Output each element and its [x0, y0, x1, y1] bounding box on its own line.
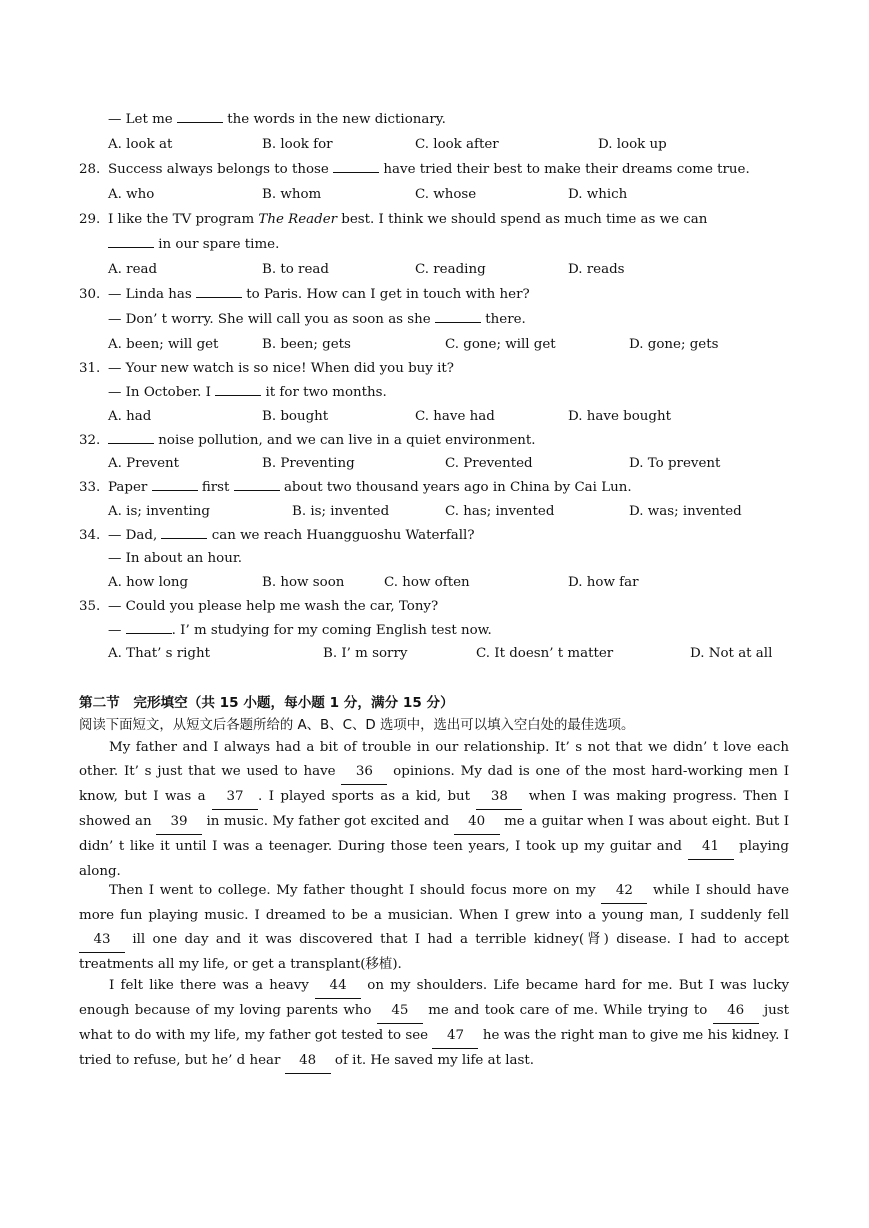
q29-line1 — [108, 210, 707, 230]
q34-blank — [161, 526, 207, 539]
q29-text-b: best. I think we should spend as much time as we can — [341, 212, 708, 227]
q32-line — [108, 431, 536, 451]
q30-text-c: — Don’ t worry. She will call you as soon as she — [108, 312, 431, 327]
q32-blank — [108, 431, 154, 444]
passage-paragraph-3 — [79, 974, 789, 1074]
passage-paragraph-2 — [79, 879, 789, 977]
q35-option-a: A. That’ s right — [108, 646, 211, 661]
q31-blank — [215, 383, 261, 396]
q31-text-b: it for two months. — [265, 385, 387, 400]
q28-text-b: have tried their best to make their dreams come true. — [383, 162, 750, 177]
p3-seg-8: he was the right man to give me his kidney. I tried to refuse, but he’ d hear — [79, 1027, 789, 1068]
p2-seg-0: Then I went to college. My father thought I should focus more on my — [109, 883, 602, 898]
blank-42: 42 — [601, 879, 647, 904]
p3-seg-4: me and took care of me. While trying to — [422, 1002, 713, 1018]
q27-option-b: B. look for — [262, 137, 333, 152]
q32-option-c: C. Prevented — [445, 456, 533, 471]
section-heading: 第二节 完形填空（共 15 小题，每小题 1 分，满分 15 分） — [79, 695, 454, 711]
q29-option-b: B. to read — [262, 262, 329, 277]
q29-number: 29. — [79, 212, 101, 227]
q31-option-b: B. bought — [262, 409, 329, 424]
q30-option-a: A. been; will get — [108, 337, 219, 352]
q33-option-a: A. is; inventing — [108, 504, 210, 519]
q34-option-c: C. how often — [384, 575, 470, 590]
section-instruction: 阅读下面短文，从短文后各题所给的 A、B、C、D 选项中，选出可以填入空白处的最佳选项。 — [79, 718, 635, 733]
p3-seg-6: just what to do with my life, my father got tested to see — [79, 1002, 790, 1043]
p1-seg-12: playing along. — [79, 838, 790, 879]
q33-line — [108, 478, 632, 498]
q29-program-title: The Reader — [258, 212, 338, 227]
q30-line1 — [108, 285, 530, 305]
p1-seg-8: in music. My father got excited and — [202, 813, 454, 829]
p3-seg-0: I felt like there was a heavy — [109, 978, 316, 993]
q32-number: 32. — [79, 433, 101, 448]
blank-40: 40 — [454, 810, 500, 835]
blank-48: 48 — [285, 1049, 331, 1074]
q27-option-a: A. look at — [108, 137, 173, 152]
q27-line — [108, 110, 446, 130]
p2-seg-4: ill one day and it was discovered that I had a terrible kidney(肾) disease. I had to accept treatments all my life, or get a transplant(移植). — [79, 931, 789, 972]
blank-38: 38 — [476, 785, 522, 810]
q30-blank-2 — [435, 310, 481, 323]
q33-text-b: first — [201, 480, 230, 495]
q27-text-b: the words in the new dictionary. — [227, 112, 446, 127]
q31-line1: — Your new watch is so nice! When did you buy it? — [108, 361, 454, 376]
q35-option-d: D. Not at all — [690, 646, 773, 661]
q34-number: 34. — [79, 528, 101, 543]
q34-option-b: B. how soon — [262, 575, 345, 590]
q35-text-a: — — [108, 623, 122, 638]
q34-line2: — In about an hour. — [108, 551, 243, 566]
q32-option-a: A. Prevent — [108, 456, 180, 471]
q31-option-d: D. have bought — [568, 409, 671, 424]
passage-paragraph-1 — [79, 736, 789, 883]
q31-line2 — [108, 383, 387, 403]
q27-option-c: C. look after — [415, 137, 499, 152]
q28-option-a: A. who — [108, 187, 155, 202]
q33-blank-1 — [152, 478, 198, 491]
blank-45: 45 — [377, 999, 423, 1024]
q33-option-d: D. was; invented — [629, 504, 742, 519]
blank-47: 47 — [432, 1024, 478, 1049]
q35-number: 35. — [79, 599, 101, 614]
p1-seg-2: opinions. My dad is one of the most hard-working men I know, but I was a — [79, 763, 789, 804]
q34-text-b: can we reach Huangguoshu Waterfall? — [211, 528, 475, 543]
q30-option-d: D. gone; gets — [629, 337, 719, 352]
q35-option-c: C. It doesn’ t matter — [476, 646, 614, 661]
q28-option-b: B. whom — [262, 187, 322, 202]
q30-blank-1 — [196, 285, 242, 298]
q35-option-b: B. I’ m sorry — [323, 646, 408, 661]
p1-seg-6: when I was making progress. Then I showed an — [79, 788, 789, 829]
q30-option-b: B. been; gets — [262, 337, 351, 352]
blank-36: 36 — [341, 760, 387, 785]
blank-37: 37 — [212, 785, 258, 810]
q28-blank — [333, 160, 379, 173]
q33-option-b: B. is; invented — [292, 504, 390, 519]
q33-option-c: C. has; invented — [445, 504, 555, 519]
q34-text-a: — Dad, — [108, 528, 158, 543]
q31-text-a: — In October. I — [108, 385, 211, 400]
q35-line2 — [108, 621, 492, 641]
blank-39: 39 — [156, 810, 202, 835]
q29-line2 — [108, 235, 279, 255]
q35-text-b: . I’ m studying for my coming English test now. — [171, 623, 492, 638]
q33-text-a: Paper — [108, 480, 148, 495]
q33-text-c: about two thousand years ago in China by Cai Lun. — [283, 480, 632, 495]
q29-option-a: A. read — [108, 262, 158, 277]
blank-43: 43 — [79, 928, 125, 953]
q32-text: noise pollution, and we can live in a quiet environment. — [158, 433, 536, 448]
q29-option-c: C. reading — [415, 262, 486, 277]
q31-option-c: C. have had — [415, 409, 495, 424]
q35-blank — [126, 621, 172, 634]
q30-number: 30. — [79, 287, 101, 302]
blank-41: 41 — [688, 835, 734, 860]
q27-blank — [177, 110, 223, 123]
q30-text-a: — Linda has — [108, 287, 192, 302]
blank-44: 44 — [315, 974, 361, 999]
q27-option-d: D. look up — [598, 137, 667, 152]
q30-text-b: to Paris. How can I get in touch with her? — [246, 287, 530, 302]
q29-text-a: I like the TV program — [108, 212, 255, 227]
q30-line2 — [108, 310, 526, 330]
p3-seg-2: on my shoulders. Life became hard for me. But I was lucky enough because of my loving parents who — [79, 978, 790, 1018]
p2-seg-2: while I should have more fun playing music. I dreamed to be a musician. When I grew into a young man, I suddenly fell — [79, 883, 790, 923]
q34-line1 — [108, 526, 475, 546]
q29-text-c: in our spare time. — [158, 237, 280, 252]
blank-46: 46 — [713, 999, 759, 1024]
q30-text-d: there. — [485, 312, 526, 327]
q33-number: 33. — [79, 480, 101, 495]
q31-option-a: A. had — [108, 409, 152, 424]
q28-line — [108, 160, 750, 180]
q34-option-d: D. how far — [568, 575, 639, 590]
q28-option-c: C. whose — [415, 187, 477, 202]
q31-number: 31. — [79, 361, 101, 376]
q32-option-b: B. Preventing — [262, 456, 355, 471]
q27-text-a: — Let me — [108, 112, 173, 127]
q35-line1: — Could you please help me wash the car, Tony? — [108, 599, 439, 614]
q28-number: 28. — [79, 162, 101, 177]
q28-text-a: Success always belongs to those — [108, 162, 329, 177]
p1-seg-10: me a guitar when I was about eight. But I didn’ t like it until I was a teenager. During those teen years, I took up my guitar and — [79, 813, 789, 854]
p1-seg-4: . I played sports as a kid, but — [258, 788, 477, 804]
q30-option-c: C. gone; will get — [445, 337, 556, 352]
q34-option-a: A. how long — [108, 575, 189, 590]
p1-seg-0: My father and I always had a bit of trouble in our relationship. It’ s not that we didn’ t love each other. It’ s just that we used to have — [79, 740, 789, 779]
q29-blank — [108, 235, 154, 248]
q33-blank-2 — [234, 478, 280, 491]
p3-seg-10: of it. He saved my life at last. — [330, 1052, 535, 1068]
q29-option-d: D. reads — [568, 262, 625, 277]
q32-option-d: D. To prevent — [629, 456, 721, 471]
q28-option-d: D. which — [568, 187, 628, 202]
